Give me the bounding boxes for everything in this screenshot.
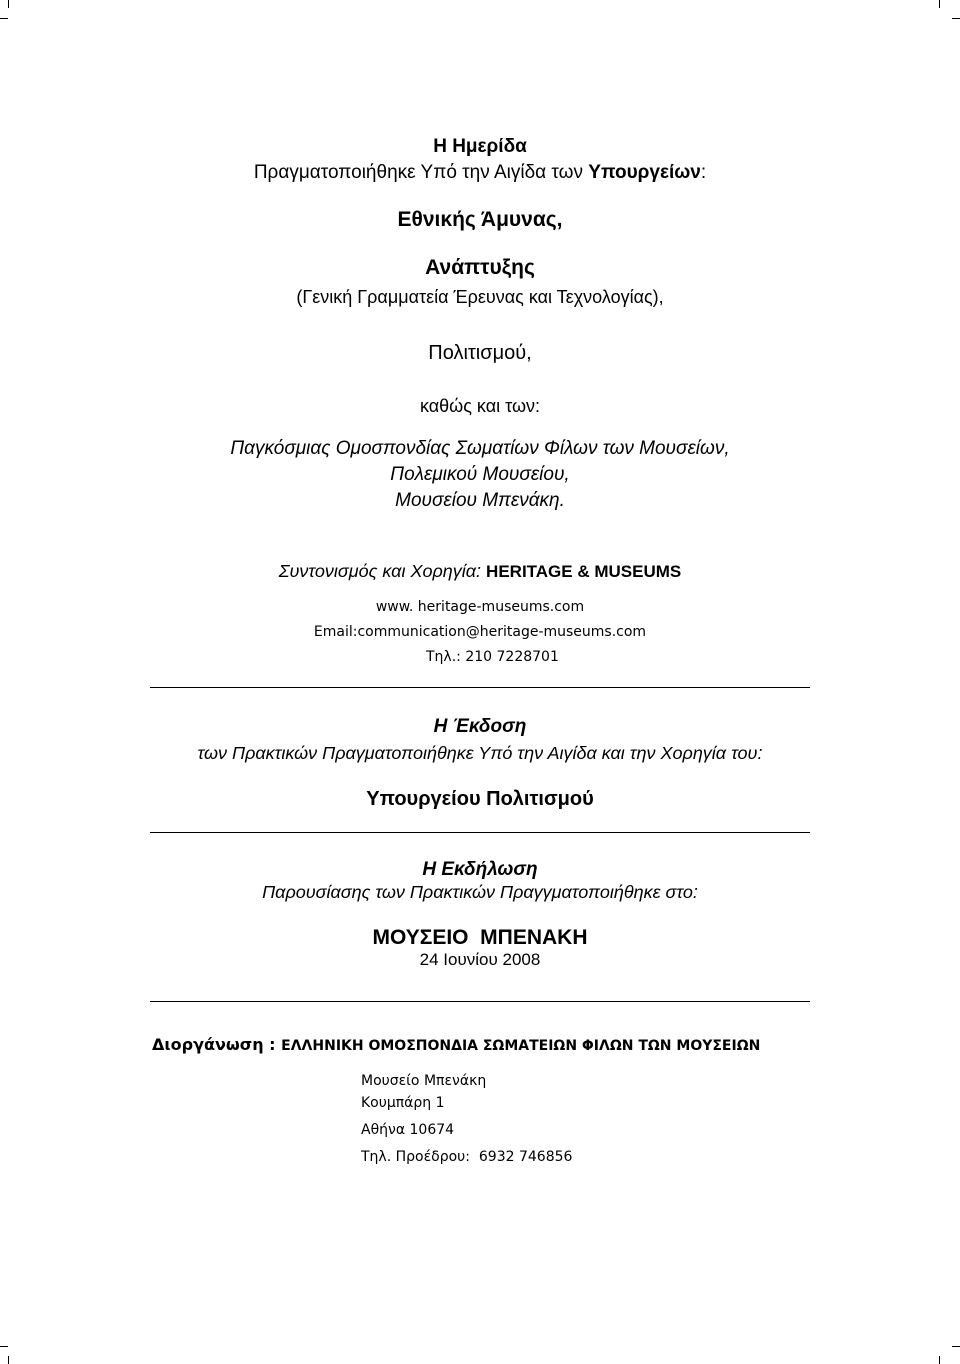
organizer-line [152, 1035, 760, 1054]
address-line-3: Αθήνα 10674 [361, 1122, 455, 1138]
meeting-aegis-prefix: Πραγματοποιήθηκε Υπό την Αιγίδα των [253, 162, 589, 183]
divider-2 [150, 832, 810, 833]
org-line-1: Παγκόσμιας Ομοσπονδίας Σωματίων Φίλων των Μουσείων, [230, 438, 730, 459]
email-link[interactable]: Email:communication@heritage-museums.com [313, 624, 647, 640]
event-venue: ΜΟΥΣΕΙΟ ΜΠΕΝΑΚΗ [372, 926, 588, 949]
crop-mark-top-left [8, 0, 9, 8]
ministry-culture: Πολιτισμού, [428, 342, 532, 364]
crop-mark-bottom-left [8, 1356, 9, 1364]
coordination-sponsor: HERITAGE & MUSEUMS [486, 562, 682, 581]
publication-ministry: Υπουργείου Πολιτισμού [366, 788, 594, 810]
event-subtitle: Παρουσίασης των Πρακτικών Πραγγματοποιήθηκε στο: [262, 882, 698, 902]
divider-3 [150, 1001, 810, 1002]
divider-1 [150, 687, 810, 688]
coordination-line [0, 561, 960, 582]
ministry-development: Ανάπτυξης [425, 256, 535, 279]
meeting-aegis-suffix: : [700, 162, 707, 183]
crop-mark-top-right [939, 0, 940, 8]
ministry-defense: Εθνικής Άμυνας, [397, 208, 563, 231]
publication-subtitle: των Πρακτικών Πραγματοποιήθηκε Υπό την Αιγίδα και την Χορηγία του: [197, 743, 763, 763]
phone-number: Τηλ.: 210 7228701 [426, 649, 559, 665]
crop-mark-top-right-h [952, 18, 960, 19]
org-line-3: Μουσείου Μπενάκη. [395, 490, 565, 511]
website-link[interactable]: www. heritage-museums.com [375, 599, 585, 615]
meeting-aegis-line [0, 162, 960, 184]
as-well-as: καθώς και των: [419, 396, 541, 416]
crop-mark-bottom-right-h [952, 1346, 960, 1347]
publication-heading: Η Έκδοση [433, 716, 527, 737]
meeting-heading: Η Ημερίδα [433, 136, 527, 157]
crop-mark-bottom-left-h [0, 1346, 8, 1347]
organizer-name: ΕΛΛΗΝΙΚΗ ΟΜΟΣΠΟΝΔΙΑ ΣΩΜΑΤΕΙΩΝ ΦΙΛΩΝ ΤΩΝ ΜΟΥΣΕΙΩΝ [281, 1038, 761, 1054]
event-heading: Η Εκδήλωση [422, 859, 538, 880]
address-line-2: Κουμπάρη 1 [361, 1095, 445, 1111]
meeting-aegis-bold: Υπουργείων [588, 162, 701, 183]
organizer-label: Διοργάνωση : [152, 1035, 276, 1054]
ministry-development-note: (Γενική Γραμματεία Έρευνας και Τεχνολογίας), [296, 287, 664, 307]
president-phone: Τηλ. Προέδρου: 6932 746856 [361, 1149, 573, 1165]
crop-mark-top-left-h [0, 18, 8, 19]
coordination-label: Συντονισμός και Χορηγία: [278, 561, 482, 581]
address-line-1: Μουσείο Μπενάκη [361, 1073, 487, 1089]
crop-mark-bottom-right [939, 1356, 940, 1364]
event-date: 24 Ιουνίου 2008 [419, 950, 541, 969]
org-line-2: Πολεμικού Μουσείου, [390, 464, 570, 485]
